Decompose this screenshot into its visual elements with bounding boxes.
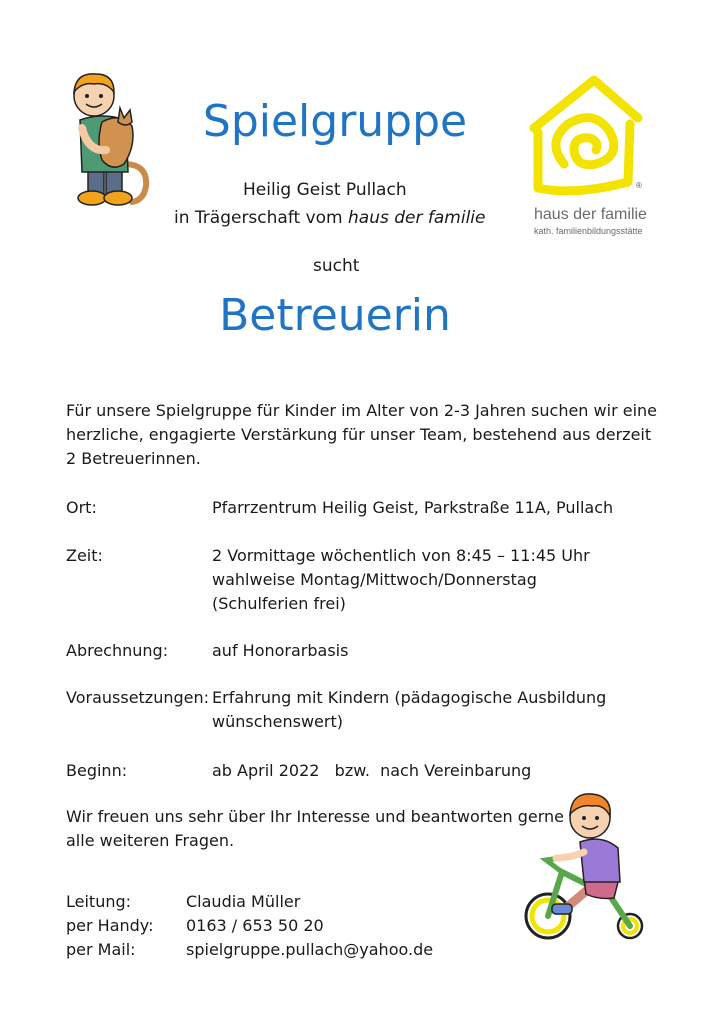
detail-label: Ort: [66,498,97,517]
contact-value: 0163 / 653 50 20 [186,916,324,935]
detail-value: Erfahrung mit Kindern (pädagogische Ausbildung [212,688,607,707]
intro-line-2: herzliche, engagierte Verstärkung für unser Team, bestehend aus derzeit [66,425,652,444]
detail-label: Zeit: [66,546,103,565]
contact-handy [66,914,324,938]
position-title: Betreuerin [219,290,451,341]
contact-value: Claudia Müller [186,892,301,911]
contact-label: per Mail: [66,940,136,959]
page-title: Spielgruppe [202,96,468,147]
logo-name: haus der familie [534,206,647,223]
detail-value: ab April 2022 bzw. nach Vereinbarung [212,761,532,780]
connector-text: sucht [313,256,360,276]
closing-line-1: Wir freuen uns sehr über Ihr Interesse und beantworten gerne [66,807,564,826]
child-on-tricycle-illustration [522,786,652,954]
intro-paragraph [66,399,666,471]
detail-label: Voraussetzungen: [66,688,210,707]
detail-value: wahlweise Montag/Mittwoch/Donnerstag [212,570,537,589]
subtitle-sponsor [174,208,485,228]
subtitle-location: Heilig Geist Pullach [243,180,407,200]
detail-value: Pfarrzentrum Heilig Geist, Parkstraße 11A, Pullach [212,498,614,517]
detail-value: (Schulferien frei) [212,594,346,613]
closing-line-2: alle weiteren Fragen. [66,831,235,850]
detail-label: Abrechnung: [66,641,169,660]
detail-label: Beginn: [66,761,128,780]
detail-value: wünschenswert) [212,712,343,731]
contact-mail [66,938,434,962]
intro-line-3: 2 Betreuerinnen. [66,449,201,468]
intro-line-1: Für unsere Spielgruppe für Kinder im Alter von 2-3 Jahren suchen wir eine [66,401,657,420]
contact-label: Leitung: [66,892,132,911]
logo-tagline: kath. familienbildungsstätte [534,226,643,236]
sponsor-prefix: in Trägerschaft vom [174,208,349,228]
child-with-cat-illustration [62,68,154,210]
detail-value: 2 Vormittage wöchentlich von 8:45 – 11:45 Uhr [212,546,590,565]
sponsor-name: haus der familie [348,208,486,228]
closing-paragraph [66,805,564,853]
contact-label: per Handy: [66,916,154,935]
contact-value[interactable]: spielgruppe.pullach@yahoo.de [186,940,434,959]
detail-value: auf Honorarbasis [212,641,349,660]
contact-leitung [66,890,301,914]
haus-der-familie-logo [524,72,650,196]
registered-mark: ® [636,181,642,190]
